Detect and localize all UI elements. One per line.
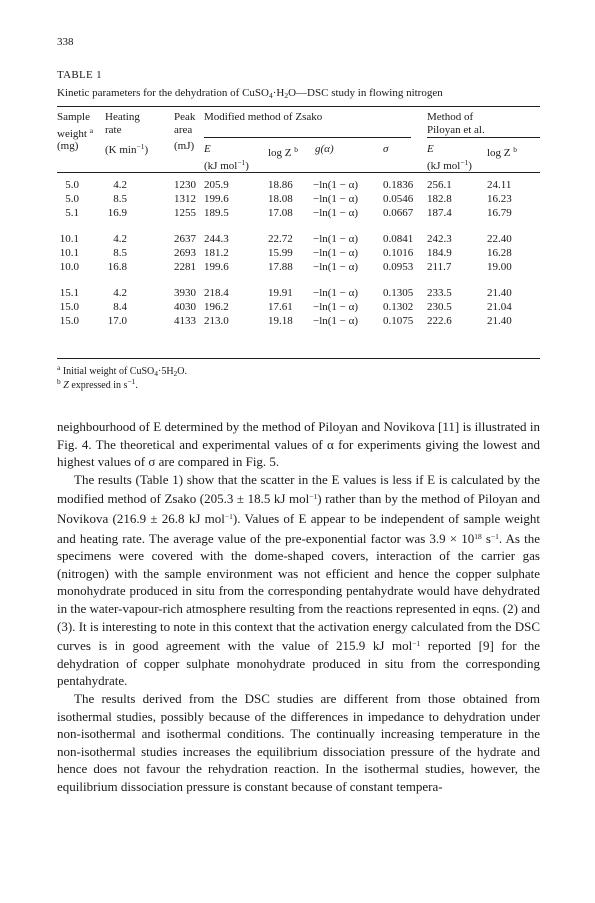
cell-peak-area: 1230 — [174, 179, 196, 191]
cell-piloyan-logz: 16.79 — [487, 207, 512, 219]
zsako-group-rule — [204, 137, 411, 138]
cell-sigma: 0.0841 — [383, 233, 414, 245]
header-logz: log Z $^b$ — [268, 145, 299, 159]
header-area: area — [174, 124, 193, 136]
cell-sample-weight: 5.0 — [65, 193, 79, 205]
cell-heating-rate: 8.5 — [113, 247, 127, 259]
cell-piloyan-e: 233.5 — [427, 287, 452, 299]
cell-heating-rate: 8.4 — [113, 301, 127, 313]
header-sample: Sample — [57, 111, 90, 123]
header-piloyan-1: Method of — [427, 111, 474, 123]
table-caption: Kinetic parameters for the dehydration of $CuSO_4\cdot H_2O—DSC$ study in flowing nitrogen — [57, 87, 443, 100]
cell-zsako-logz: 17.08 — [268, 207, 293, 219]
table-label: TABLE 1 — [57, 69, 102, 81]
header-kj: (kJ mol$^{-1}$) — [204, 158, 249, 172]
body-text — [57, 418, 540, 795]
header-mj: (mJ) — [174, 140, 195, 152]
table-top-rule — [57, 106, 540, 107]
cell-peak-area: 4133 — [174, 315, 196, 327]
cell-sigma: 0.1075 — [383, 315, 414, 327]
cell-peak-area: 1255 — [174, 207, 196, 219]
cell-heating-rate: 16.9 — [107, 207, 127, 219]
footnote-b: $^b$ Z expressed in $s^{-1}$. — [57, 377, 138, 391]
cell-zsako-e: 244.3 — [204, 233, 229, 245]
paragraph-1: neighbourhood of E determined by the method of Piloyan and Novikova [11] is illustrated in Fig. 4. The theoretical and experimental values of α for experiments giving the lowest and highest values of σ are compared in Fig. 5. — [57, 419, 540, 470]
cell-zsako-e: 199.6 — [204, 261, 229, 273]
paragraph-2: The results (Table 1) show that the scatter in the E values is less if E is calculated by the modified method of Zsako (205.3 ± 18.5 kJ mol$^{-1}$) rather than by the method of Piloyan and Novikova (216.9 ± 26.8 kJ mol$^{-1}$). Values of E appear to be independent of sample weight and heating rate. The average value of the pre-exponential factor was $3.9 \times 10^{18}$ $s^{-1}$. As the specimens were covered with the dome-shaped covers, interaction of the carrier gas (nitrogen) with the sample environment was not efficient and hence the copper sulphate monohydrate produced in situ from the corresponding pentahydrate would have dehydrated in the water-vapour-rich atmosphere resulting from the reactions represented in eqns. (2) and (3). It is interesting to note in this context that the activation energy calculated from the DSC curves is in good agreement with the value of 215.9 kJ mol$^{-1}$ reported [9] for the dehydration of copper sulphate monohydrate produced in situ from the corresponding pentahydrate. — [57, 471, 540, 689]
cell-zsako-e: 213.0 — [204, 315, 229, 327]
cell-g-alpha: −ln(1 − α) — [313, 315, 359, 327]
cell-zsako-logz: 22.72 — [268, 233, 293, 245]
header-e: E — [204, 143, 211, 155]
header-e2: E — [427, 143, 434, 155]
cell-g-alpha: −ln(1 − α) — [313, 179, 359, 191]
cell-sample-weight: 15.0 — [59, 301, 79, 313]
cell-sample-weight: 5.0 — [65, 179, 79, 191]
cell-piloyan-logz: 16.28 — [487, 247, 512, 259]
header-piloyan-2: Piloyan et al. — [427, 124, 485, 136]
cell-sigma: 0.0546 — [383, 193, 414, 205]
cell-heating-rate: 4.2 — [113, 179, 127, 191]
header-peak: Peak — [174, 111, 196, 123]
cell-g-alpha: −ln(1 − α) — [313, 261, 359, 273]
header-sigma: σ — [383, 143, 389, 155]
cell-piloyan-logz: 21.40 — [487, 287, 512, 299]
cell-heating-rate: 4.2 — [113, 233, 127, 245]
cell-zsako-logz: 19.91 — [268, 287, 293, 299]
cell-sample-weight: 15.1 — [59, 287, 79, 299]
cell-piloyan-logz: 19.00 — [487, 261, 512, 273]
cell-zsako-e: 205.9 — [204, 179, 229, 191]
cell-sigma: 0.1836 — [383, 179, 414, 191]
cell-piloyan-e: 182.8 — [427, 193, 452, 205]
footnote-a: $^a$ Initial weight of $CuSO_4\cdot 5H_2O$. — [57, 363, 188, 378]
cell-zsako-e: 189.5 — [204, 207, 229, 219]
cell-zsako-logz: 18.86 — [268, 179, 293, 191]
cell-zsako-logz: 17.88 — [268, 261, 293, 273]
page-number: 338 — [57, 36, 74, 48]
table-bottom-rule — [57, 358, 540, 359]
cell-zsako-logz: 17.61 — [268, 301, 293, 313]
cell-sigma: 0.1016 — [383, 247, 414, 259]
header-logz2: log Z $^b$ — [487, 145, 518, 159]
piloyan-group-rule — [427, 137, 540, 138]
header-rate: rate — [105, 124, 122, 136]
header-k-min: (K $\min^{-1}$) — [105, 142, 149, 156]
cell-zsako-e: 196.2 — [204, 301, 229, 313]
header-weight: weight $^a$ — [57, 126, 94, 140]
cell-zsako-e: 199.6 — [204, 193, 229, 205]
cell-sigma: 0.1302 — [383, 301, 414, 313]
header-mg: (mg) — [57, 140, 79, 152]
cell-zsako-logz: 19.18 — [268, 315, 293, 327]
cell-piloyan-e: 222.6 — [427, 315, 452, 327]
cell-sample-weight: 10.1 — [59, 247, 79, 259]
cell-heating-rate: 16.8 — [107, 261, 127, 273]
cell-peak-area: 2693 — [174, 247, 196, 259]
cell-zsako-e: 218.4 — [204, 287, 229, 299]
header-zsako: Modified method of Zsako — [204, 111, 323, 123]
paragraph-3: The results derived from the DSC studies are different from those obtained from isothermal studies, possibly because of the differences in impedance to dehydration under non-isothermal and isothermal conditions. The continually increasing temperature in the non-isothermal studies increases the equilibrium dissociation pressure of the hydrate and hence does not favour the rehydration reaction. In the isothermal studies, however, the equilibrium dissociation pressure is constant because of constant tempera- — [57, 690, 540, 794]
cell-piloyan-e: 187.4 — [427, 207, 452, 219]
cell-heating-rate: 4.2 — [113, 287, 127, 299]
cell-peak-area: 4030 — [174, 301, 196, 313]
cell-g-alpha: −ln(1 − α) — [313, 233, 359, 245]
cell-sample-weight: 10.1 — [59, 233, 79, 245]
cell-piloyan-e: 184.9 — [427, 247, 452, 259]
cell-piloyan-logz: 21.04 — [487, 301, 512, 313]
cell-sigma: 0.0667 — [383, 207, 414, 219]
cell-peak-area: 2637 — [174, 233, 196, 245]
cell-g-alpha: −ln(1 − α) — [313, 247, 359, 259]
cell-sample-weight: 10.0 — [59, 261, 79, 273]
cell-g-alpha: −ln(1 − α) — [313, 287, 359, 299]
header-bottom-rule — [57, 172, 540, 173]
cell-piloyan-e: 211.7 — [427, 261, 452, 273]
cell-piloyan-e: 230.5 — [427, 301, 452, 313]
cell-piloyan-e: 242.3 — [427, 233, 452, 245]
cell-sigma: 0.0953 — [383, 261, 414, 273]
cell-heating-rate: 8.5 — [113, 193, 127, 205]
cell-piloyan-e: 256.1 — [427, 179, 452, 191]
cell-zsako-e: 181.2 — [204, 247, 229, 259]
cell-g-alpha: −ln(1 − α) — [313, 207, 359, 219]
cell-piloyan-logz: 22.40 — [487, 233, 512, 245]
header-kj2: (kJ mol$^{-1}$) — [427, 158, 472, 172]
cell-peak-area: 3930 — [174, 287, 196, 299]
header-heating: Heating — [105, 111, 140, 123]
cell-sample-weight: 5.1 — [65, 207, 79, 219]
cell-g-alpha: −ln(1 − α) — [313, 193, 359, 205]
cell-piloyan-logz: 24.11 — [487, 179, 512, 191]
cell-sample-weight: 15.0 — [59, 315, 79, 327]
cell-piloyan-logz: 16.23 — [487, 193, 512, 205]
cell-peak-area: 2281 — [174, 261, 196, 273]
cell-zsako-logz: 15.99 — [268, 247, 293, 259]
cell-piloyan-logz: 21.40 — [487, 315, 512, 327]
cell-heating-rate: 17.0 — [107, 315, 127, 327]
cell-sigma: 0.1305 — [383, 287, 414, 299]
cell-zsako-logz: 18.08 — [268, 193, 293, 205]
cell-peak-area: 1312 — [174, 193, 196, 205]
cell-g-alpha: −ln(1 − α) — [313, 301, 359, 313]
header-g-alpha: g(α) — [315, 143, 334, 155]
